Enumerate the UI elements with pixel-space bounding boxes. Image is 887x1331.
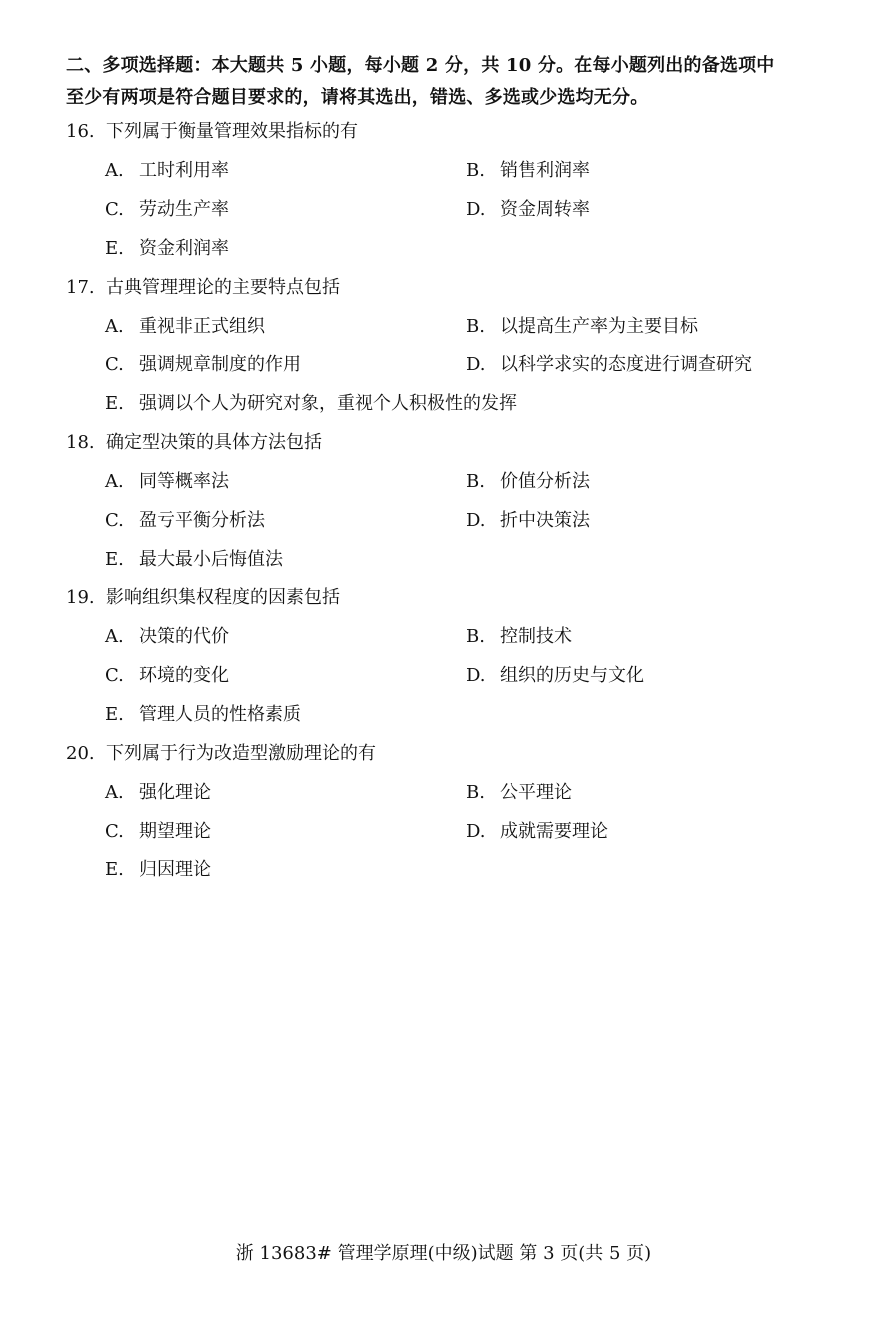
- option-text: 盈亏平衡分析法: [139, 510, 265, 531]
- question-16-stem: [66, 120, 358, 144]
- question-16-option-c: [105, 198, 229, 222]
- question-20-option-b: [466, 781, 572, 805]
- option-text: 强化理论: [139, 782, 211, 803]
- option-letter: E.: [105, 549, 124, 570]
- section-heading: [66, 50, 836, 114]
- option-text: 资金利润率: [139, 238, 229, 259]
- option-letter: A.: [105, 782, 124, 803]
- option-text: 环境的变化: [139, 665, 229, 686]
- section-heading-line-1: 二、多项选择题：本大题共 5 小题，每小题 2 分，共 10 分。在每小题列出的备选项中: [66, 55, 775, 76]
- question-19-option-c: [105, 664, 229, 688]
- question-17-option-b: [466, 315, 698, 339]
- option-text: 折中决策法: [500, 510, 590, 531]
- question-18-option-b: [466, 470, 590, 494]
- question-18-option-d: [466, 509, 590, 533]
- option-letter: A.: [105, 160, 124, 181]
- option-text: 期望理论: [139, 821, 211, 842]
- option-letter: C.: [105, 510, 124, 531]
- question-17-stem: [66, 276, 340, 300]
- question-20-option-c: [105, 820, 211, 844]
- question-19-option-a: [105, 625, 229, 649]
- question-20-option-e: [105, 858, 211, 882]
- question-number: 20.: [66, 743, 95, 764]
- option-letter: A.: [105, 471, 124, 492]
- option-text: 归因理论: [139, 859, 211, 880]
- question-18-stem: [66, 431, 322, 455]
- option-text: 成就需要理论: [500, 821, 608, 842]
- option-letter: E.: [105, 859, 124, 880]
- question-number: 16.: [66, 121, 95, 142]
- page-footer: 浙 13683# 管理学原理(中级)试题 第 3 页(共 5 页): [235, 1243, 652, 1264]
- question-19-option-e: [105, 703, 301, 727]
- option-text: 最大最小后悔值法: [139, 549, 283, 570]
- option-letter: D.: [466, 199, 486, 220]
- question-17-option-d: [466, 353, 752, 377]
- question-19-stem: [66, 586, 340, 610]
- question-number: 17.: [66, 277, 95, 298]
- question-16-option-e: [105, 237, 229, 261]
- option-text: 劳动生产率: [139, 199, 229, 220]
- question-17-option-a: [105, 315, 265, 339]
- question-20-stem: [66, 742, 376, 766]
- option-text: 销售利润率: [500, 160, 590, 181]
- question-19-option-d: [466, 664, 644, 688]
- option-letter: D.: [466, 665, 486, 686]
- question-20-option-a: [105, 781, 211, 805]
- question-number: 19.: [66, 587, 95, 608]
- question-16-option-b: [466, 159, 590, 183]
- question-text: 下列属于行为改造型激励理论的有: [106, 743, 376, 764]
- option-text: 同等概率法: [139, 471, 229, 492]
- option-letter: B.: [466, 471, 485, 492]
- option-letter: C.: [105, 199, 124, 220]
- option-letter: C.: [105, 665, 124, 686]
- option-letter: E.: [105, 393, 124, 414]
- option-letter: B.: [466, 160, 485, 181]
- question-17-option-e: [105, 392, 517, 416]
- option-letter: C.: [105, 354, 124, 375]
- question-16-option-d: [466, 198, 590, 222]
- question-number: 18.: [66, 432, 95, 453]
- section-heading-line-2: 至少有两项是符合题目要求的，请将其选出，错选、多选或少选均无分。: [66, 87, 649, 108]
- option-text: 组织的历史与文化: [500, 665, 644, 686]
- option-text: 决策的代价: [139, 626, 229, 647]
- question-text: 确定型决策的具体方法包括: [106, 432, 322, 453]
- question-18-option-c: [105, 509, 265, 533]
- question-19-option-b: [466, 625, 572, 649]
- question-text: 古典管理理论的主要特点包括: [106, 277, 340, 298]
- option-letter: B.: [466, 626, 485, 647]
- question-17-option-c: [105, 353, 301, 377]
- option-text: 价值分析法: [500, 471, 590, 492]
- option-letter: B.: [466, 316, 485, 337]
- option-text: 强调以个人为研究对象，重视个人积极性的发挥: [139, 393, 517, 414]
- option-letter: D.: [466, 821, 486, 842]
- option-letter: C.: [105, 821, 124, 842]
- option-letter: B.: [466, 782, 485, 803]
- question-text: 影响组织集权程度的因素包括: [106, 587, 340, 608]
- question-18-option-a: [105, 470, 229, 494]
- question-16-option-a: [105, 159, 229, 183]
- option-letter: D.: [466, 510, 486, 531]
- option-text: 以提高生产率为主要目标: [500, 316, 698, 337]
- question-text: 下列属于衡量管理效果指标的有: [106, 121, 358, 142]
- option-letter: E.: [105, 704, 124, 725]
- question-18-option-e: [105, 548, 283, 572]
- option-text: 工时利用率: [139, 160, 229, 181]
- option-text: 公平理论: [500, 782, 572, 803]
- option-letter: E.: [105, 238, 124, 259]
- option-text: 重视非正式组织: [139, 316, 265, 337]
- option-letter: A.: [105, 626, 124, 647]
- option-text: 管理人员的性格素质: [139, 704, 301, 725]
- option-text: 资金周转率: [500, 199, 590, 220]
- option-text: 强调规章制度的作用: [139, 354, 301, 375]
- option-letter: A.: [105, 316, 124, 337]
- question-20-option-d: [466, 820, 608, 844]
- option-text: 以科学求实的态度进行调查研究: [500, 354, 752, 375]
- option-text: 控制技术: [500, 626, 572, 647]
- option-letter: D.: [466, 354, 486, 375]
